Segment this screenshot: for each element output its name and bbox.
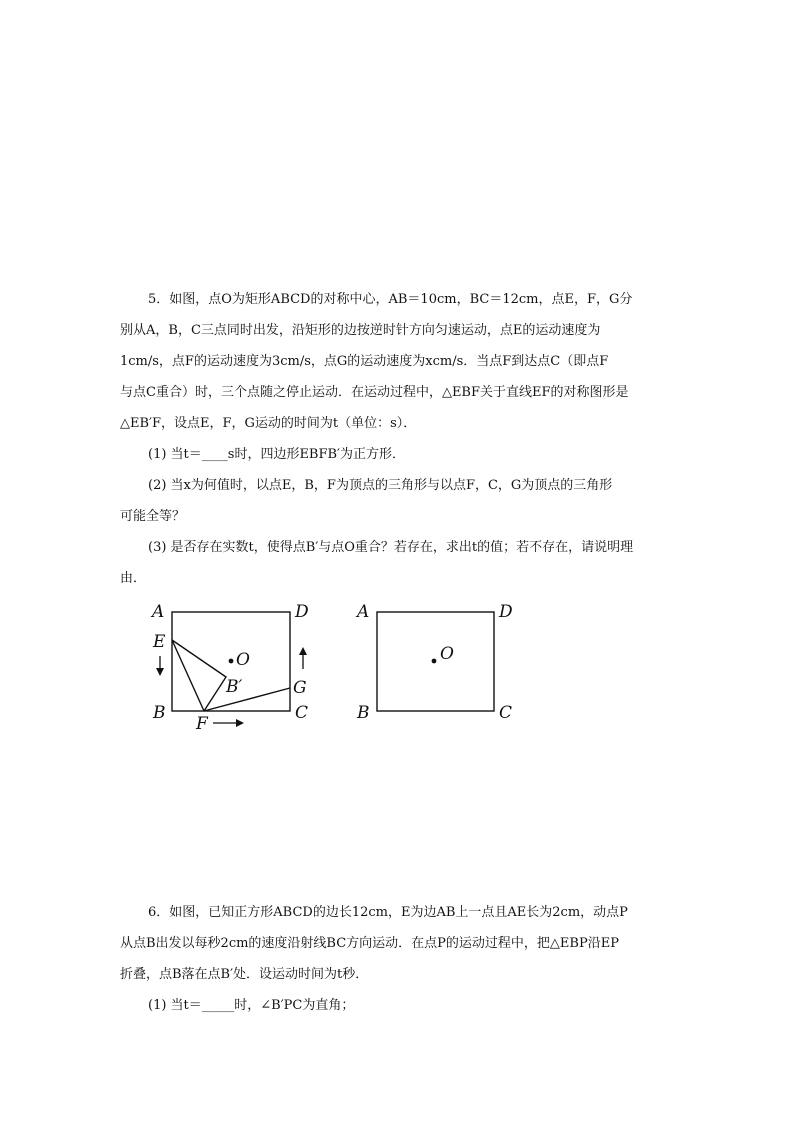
label-b: B: [153, 703, 166, 723]
label-g: G: [293, 678, 307, 698]
problem-5-question-2: (2) 当x为何值时，以点E，B，F为顶点的三角形与以点F，C，G为顶点的三角形: [148, 478, 613, 493]
label-b-prime: B′: [226, 677, 243, 697]
point-o: [432, 659, 437, 664]
label-o: O: [440, 644, 454, 664]
label-d: D: [295, 602, 309, 622]
problem-5-line: △EB′F，设点E，F，G运动的时间为t（单位：s）．: [120, 416, 417, 431]
label-a: A: [152, 602, 165, 622]
problem-6-line: 从点B出发以每秒2cm的速度沿射线BC方向运动．在点P的运动过程中，把△EBP沿EP: [120, 936, 619, 951]
label-d: D: [499, 602, 513, 622]
problem-5-figure-1: [140, 595, 330, 735]
problem-5-line: 别从A，B，C三点同时出发，沿矩形的边按逆时针方向匀速运动，点E的运动速度为: [120, 323, 601, 338]
arrow-right-icon: [213, 719, 244, 727]
problem-5-figure-2: [345, 595, 525, 735]
label-e: E: [153, 632, 166, 652]
label-a: A: [357, 602, 370, 622]
label-f: F: [196, 714, 208, 734]
problem-5-question-3-cont: 由．: [120, 571, 147, 586]
arrow-down-icon: [156, 656, 164, 676]
problem-5-line: 与点C重合）时，三个点随之停止运动．在运动过程中，△EBF关于直线EF的对称图形是: [120, 385, 629, 400]
problem-6-text: [120, 897, 676, 1021]
problem-6-line: 6．如图，已知正方形ABCD的边长12cm，E为边AB上一点且AE长为2cm，动点P: [148, 905, 628, 920]
problem-5-question-2-cont: 可能全等？: [120, 509, 186, 524]
arrow-up-icon: [299, 647, 307, 669]
label-c: C: [295, 703, 309, 723]
problem-5-question-3: (3) 是否存在实数t，使得点B′与点O重合？若存在，求出t的值；若不存在，请说明理: [148, 540, 634, 555]
problem-5-text: [120, 284, 676, 594]
point-o: [229, 659, 234, 664]
problem-6-question-1: (1) 当t＝_____时，∠B′PC为直角；: [148, 998, 355, 1013]
problem-5-line: 1cm/s，点F的运动速度为3cm/s，点G的运动速度为xcm/s．当点F到达点C（即点F: [120, 354, 609, 369]
label-b: B: [357, 703, 370, 723]
problem-5-question-1: (1) 当t＝____s时，四边形EBFB′为正方形．: [148, 447, 406, 462]
problem-5-line: 5．如图，点O为矩形ABCD的对称中心，AB＝10cm，BC＝12cm，点E，F，G分: [148, 292, 633, 307]
label-c: C: [499, 703, 513, 723]
label-o: O: [236, 650, 250, 670]
problem-6-line: 折叠，点B落在点B′处．设运动时间为t秒．: [120, 967, 369, 982]
